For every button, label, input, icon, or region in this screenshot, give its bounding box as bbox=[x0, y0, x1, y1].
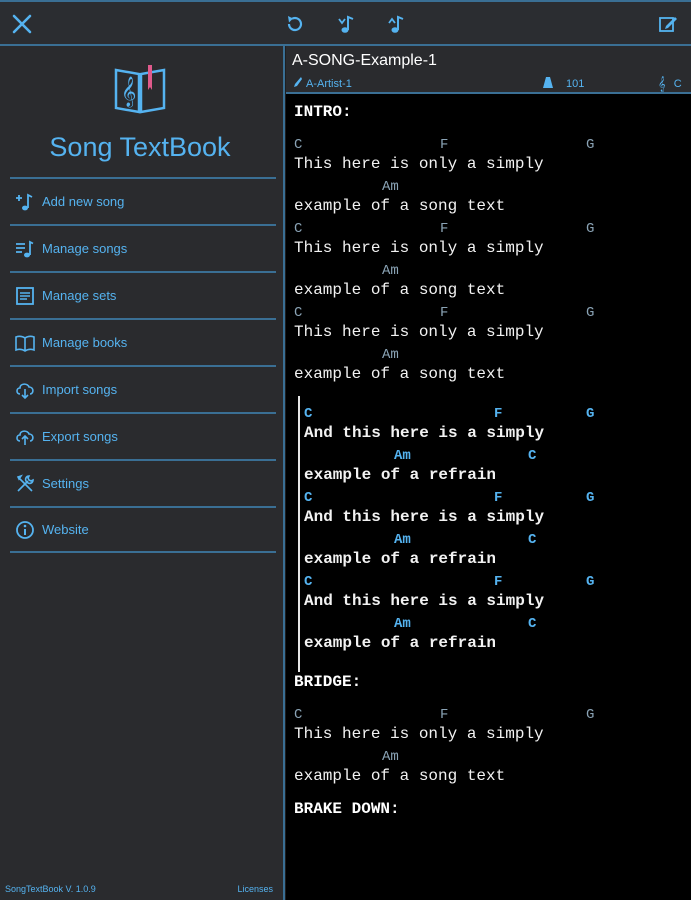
transpose-up-icon[interactable] bbox=[384, 11, 410, 37]
artist-info bbox=[292, 76, 352, 91]
menu-item-label: Add new song bbox=[42, 194, 125, 209]
chord-line bbox=[294, 217, 595, 238]
book-icon bbox=[13, 331, 37, 355]
chord-line bbox=[304, 612, 544, 633]
songbook-logo-icon bbox=[112, 60, 168, 116]
chord-line bbox=[294, 703, 595, 724]
chord: C bbox=[304, 574, 313, 590]
menu-item-export-songs[interactable] bbox=[10, 412, 276, 459]
transpose-down-icon[interactable] bbox=[334, 11, 360, 37]
chord: C bbox=[294, 137, 303, 153]
lyric-line: And this here is a simply bbox=[304, 424, 545, 442]
chord: F bbox=[440, 137, 449, 153]
lyric-line: This here is only a simply bbox=[294, 323, 544, 341]
metronome-icon bbox=[542, 76, 554, 92]
key-value: C bbox=[673, 78, 682, 90]
chord: Am bbox=[394, 448, 411, 464]
refrain-marker bbox=[298, 396, 300, 672]
lyric-line: This here is only a simply bbox=[294, 239, 544, 257]
song-title: A-SONG-Example-1 bbox=[292, 52, 437, 69]
chord: F bbox=[494, 574, 503, 590]
chord: Am bbox=[382, 347, 399, 363]
chord-line bbox=[294, 745, 544, 766]
chord: Am bbox=[382, 263, 399, 279]
info-icon bbox=[13, 518, 37, 542]
chord-line bbox=[294, 301, 595, 322]
chord: G bbox=[586, 221, 595, 237]
drawer-footer bbox=[5, 884, 271, 894]
chord-line bbox=[304, 402, 595, 423]
chord: Am bbox=[394, 616, 411, 632]
chord: C bbox=[294, 305, 303, 321]
sets-icon bbox=[13, 284, 37, 308]
chord-line bbox=[304, 528, 544, 549]
chord-line bbox=[294, 133, 595, 154]
chord: F bbox=[440, 707, 449, 723]
chord-line bbox=[304, 486, 595, 507]
chord: C bbox=[528, 448, 537, 464]
chord: C bbox=[294, 707, 303, 723]
settings-icon bbox=[13, 472, 37, 496]
edit-icon[interactable] bbox=[656, 12, 680, 36]
chord: F bbox=[440, 305, 449, 321]
chord: Am bbox=[382, 179, 399, 195]
microphone-icon bbox=[292, 76, 302, 91]
add-song-icon bbox=[13, 190, 37, 214]
menu-item-manage-sets[interactable] bbox=[10, 271, 276, 318]
lyric-line: And this here is a simply bbox=[304, 592, 545, 610]
chord: G bbox=[586, 305, 595, 321]
chord: F bbox=[494, 490, 503, 506]
cloud-download-icon bbox=[13, 378, 37, 402]
refrain-block bbox=[304, 402, 595, 654]
drawer-menu bbox=[10, 177, 276, 553]
undo-icon[interactable] bbox=[282, 11, 308, 37]
lyric-line: example of a song text bbox=[294, 281, 506, 299]
chord-line bbox=[294, 343, 544, 364]
menu-item-manage-songs[interactable] bbox=[10, 224, 276, 271]
chord: C bbox=[528, 616, 537, 632]
menu-item-label: Manage songs bbox=[42, 241, 128, 256]
lyric-line: This here is only a simply bbox=[294, 155, 544, 173]
tempo-value: 101 bbox=[566, 78, 585, 90]
chord-line bbox=[294, 259, 544, 280]
section-label: BRAKE DOWN: bbox=[294, 800, 400, 818]
lyric-line: This here is only a simply bbox=[294, 725, 544, 743]
lyric-line: example of a song text bbox=[294, 197, 506, 215]
chord-line bbox=[304, 444, 544, 465]
chord: G bbox=[586, 406, 595, 422]
menu-item-label: Settings bbox=[42, 476, 89, 491]
chord: C bbox=[304, 490, 313, 506]
section-label: BRIDGE: bbox=[294, 673, 362, 691]
menu-item-label: Manage books bbox=[42, 335, 128, 350]
chord: Am bbox=[382, 749, 399, 765]
menu-item-label: Website bbox=[42, 522, 89, 537]
chord: Am bbox=[394, 532, 411, 548]
clef-icon: 𝄞 bbox=[658, 76, 666, 91]
top-toolbar bbox=[0, 0, 691, 46]
close-icon[interactable] bbox=[8, 10, 36, 38]
menu-item-website[interactable] bbox=[10, 506, 276, 553]
tempo-info bbox=[542, 76, 584, 92]
song-text bbox=[294, 102, 595, 820]
cloud-upload-icon bbox=[13, 425, 37, 449]
chord: F bbox=[494, 406, 503, 422]
song-view bbox=[286, 46, 691, 900]
songs-list-icon bbox=[13, 237, 37, 261]
menu-item-add-song[interactable] bbox=[10, 177, 276, 224]
menu-item-manage-books[interactable] bbox=[10, 318, 276, 365]
lyric-line: example of a song text bbox=[294, 365, 506, 383]
licenses-link[interactable]: Licenses bbox=[237, 884, 273, 894]
menu-item-label: Manage sets bbox=[42, 288, 117, 303]
menu-item-import-songs[interactable] bbox=[10, 365, 276, 412]
lyric-line: example of a refrain bbox=[304, 550, 497, 568]
chord: C bbox=[304, 406, 313, 422]
menu-item-label: Export songs bbox=[42, 429, 118, 444]
lyric-line: And this here is a simply bbox=[304, 508, 545, 526]
menu-item-settings[interactable] bbox=[10, 459, 276, 506]
svg-text:𝄞: 𝄞 bbox=[121, 77, 137, 107]
version-text: SongTextBook V. 1.0.9 bbox=[5, 884, 96, 894]
menu-item-label: Import songs bbox=[42, 382, 118, 397]
song-header bbox=[286, 46, 691, 94]
chord: G bbox=[586, 707, 595, 723]
chord: F bbox=[440, 221, 449, 237]
chord-line bbox=[304, 570, 595, 591]
lyric-line: example of a refrain bbox=[304, 634, 497, 652]
chord: C bbox=[528, 532, 537, 548]
chord: G bbox=[586, 574, 595, 590]
chord: G bbox=[586, 490, 595, 506]
lyric-line: example of a refrain bbox=[304, 466, 497, 484]
navigation-drawer bbox=[0, 46, 285, 900]
chord: C bbox=[294, 221, 303, 237]
chord-line bbox=[294, 175, 544, 196]
artist-name: A-Artist-1 bbox=[306, 77, 352, 90]
key-info bbox=[658, 76, 682, 92]
chord: G bbox=[586, 137, 595, 153]
app-title: Song TextBook bbox=[49, 132, 231, 162]
section-label: INTRO: bbox=[294, 103, 352, 121]
lyric-line: example of a song text bbox=[294, 767, 506, 785]
